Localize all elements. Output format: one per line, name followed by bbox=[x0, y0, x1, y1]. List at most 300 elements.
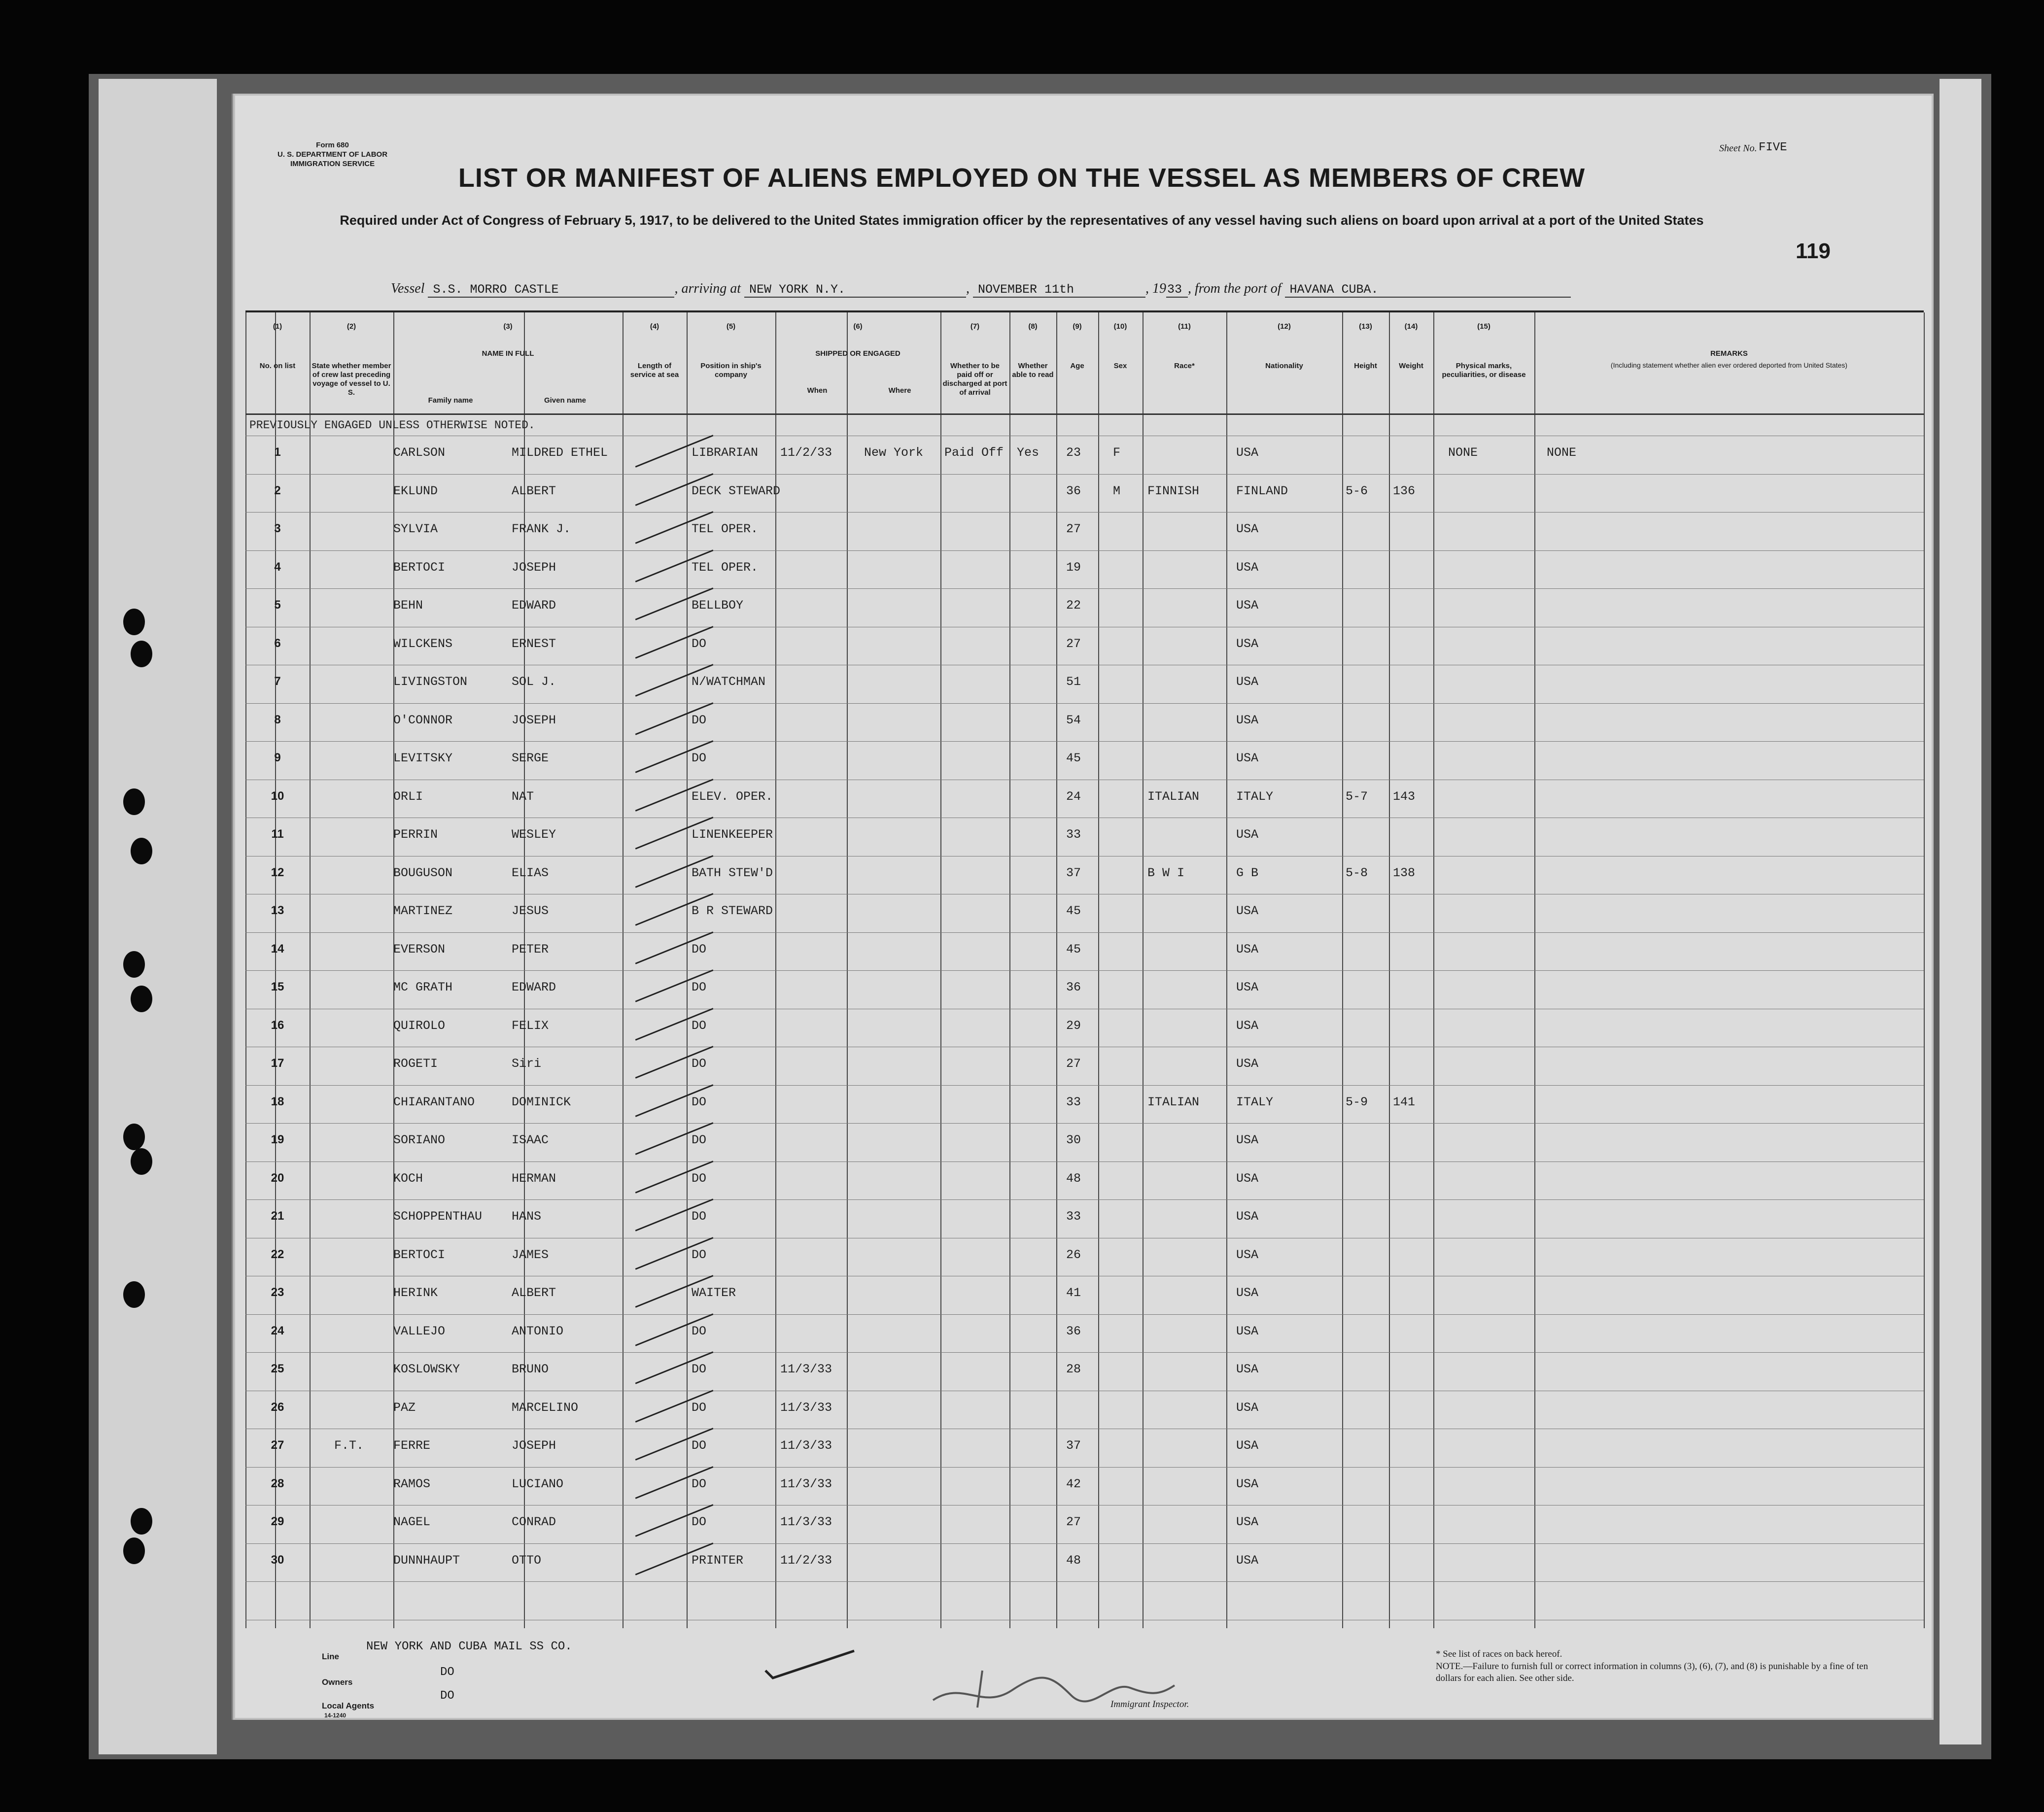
race: ITALIAN bbox=[1147, 1094, 1200, 1109]
able-to-read: Yes bbox=[1017, 445, 1039, 460]
remarks: NONE bbox=[1547, 445, 1577, 460]
departure-port: HAVANA CUBA. bbox=[1285, 282, 1571, 298]
nationality: USA bbox=[1236, 1515, 1259, 1529]
page-subtitle: Required under Act of Congress of February 5, 1917, to be delivered to the United States immigration officer by the representatives of any vessel having such aliens on board upon arrival at a port of the United States bbox=[340, 213, 1704, 228]
age: 54 bbox=[1066, 713, 1081, 727]
manifest-sheet bbox=[232, 94, 1934, 1720]
row-number: 27 bbox=[271, 1438, 284, 1452]
position: LINENKEEPER bbox=[692, 827, 773, 842]
row-number: 11 bbox=[271, 827, 284, 841]
column-number: (11) bbox=[1178, 322, 1191, 331]
given-name: JOSEPH bbox=[512, 560, 556, 575]
row-number: 9 bbox=[274, 751, 281, 764]
column-header-family-name: Family name bbox=[428, 396, 473, 405]
family-name: PAZ bbox=[393, 1400, 416, 1415]
column-header-shipped: SHIPPED OR ENGAGED bbox=[815, 349, 901, 358]
position: TEL OPER. bbox=[692, 522, 759, 536]
given-name: EDWARD bbox=[512, 598, 556, 613]
engaged-when: 11/2/33 bbox=[780, 1553, 832, 1568]
age: 45 bbox=[1066, 751, 1081, 765]
column-header-able-read: Whether able to read bbox=[1012, 362, 1054, 379]
check-mark bbox=[761, 1636, 859, 1680]
age: 51 bbox=[1066, 675, 1081, 689]
column-header-age: Age bbox=[1070, 362, 1084, 370]
position: TEL OPER. bbox=[692, 560, 759, 575]
row-rule bbox=[245, 741, 1924, 742]
given-name: ELIAS bbox=[512, 865, 549, 880]
races-note: * See list of races on back hereof. bbox=[1436, 1649, 1562, 1659]
family-name: WILCKENS bbox=[393, 636, 453, 651]
row-number: 30 bbox=[271, 1553, 284, 1567]
row-number: 7 bbox=[274, 675, 281, 688]
nationality: G B bbox=[1236, 865, 1259, 880]
position: DO bbox=[692, 1133, 707, 1147]
given-name: ANTONIO bbox=[512, 1324, 564, 1338]
row-rule bbox=[245, 474, 1924, 475]
nationality: USA bbox=[1236, 1247, 1259, 1262]
row-number: 22 bbox=[271, 1247, 284, 1261]
column-header-no-on-list: No. on list bbox=[259, 362, 296, 370]
position: ELEV. OPER. bbox=[692, 789, 773, 804]
agents-label: Local Agents bbox=[322, 1701, 375, 1710]
column-number: (7) bbox=[970, 322, 980, 331]
age: 27 bbox=[1066, 636, 1081, 651]
family-name: DUNNHAUPT bbox=[393, 1553, 460, 1568]
given-name: EDWARD bbox=[512, 980, 556, 994]
column-number: (14) bbox=[1404, 322, 1418, 331]
row-number: 3 bbox=[274, 522, 281, 535]
given-name: PETER bbox=[512, 942, 549, 957]
row-rule bbox=[245, 1581, 1924, 1582]
given-name: CONRAD bbox=[512, 1515, 556, 1529]
row-number: 15 bbox=[271, 980, 284, 993]
page-right-edge bbox=[1940, 79, 1981, 1744]
weight: 143 bbox=[1393, 789, 1416, 804]
family-name: RAMOS bbox=[393, 1476, 431, 1491]
row-rule bbox=[245, 932, 1924, 933]
column-header-race: Race* bbox=[1174, 362, 1195, 370]
given-name: JOSEPH bbox=[512, 713, 556, 727]
age: 30 bbox=[1066, 1133, 1081, 1147]
age: 45 bbox=[1066, 942, 1081, 957]
given-name: ERNEST bbox=[512, 636, 556, 651]
family-name: CHIARANTANO bbox=[393, 1094, 475, 1109]
nationality: USA bbox=[1236, 1476, 1259, 1491]
weight: 138 bbox=[1393, 865, 1416, 880]
given-name: MILDRED ETHEL bbox=[512, 445, 608, 460]
given-name: FRANK J. bbox=[512, 522, 571, 536]
paid-off: Paid Off bbox=[944, 445, 1004, 460]
position: DO bbox=[692, 1209, 707, 1224]
row-number: 24 bbox=[271, 1324, 284, 1337]
row-number: 26 bbox=[271, 1400, 284, 1414]
column-number: (2) bbox=[346, 322, 356, 331]
position: PRINTER bbox=[692, 1553, 744, 1568]
position: DO bbox=[692, 713, 707, 727]
family-name: ORLI bbox=[393, 789, 423, 804]
agents-value: DO bbox=[440, 1689, 454, 1703]
nationality: USA bbox=[1236, 1057, 1259, 1071]
family-name: LEVITSKY bbox=[393, 751, 453, 765]
position: DO bbox=[692, 1476, 707, 1491]
weight: 136 bbox=[1393, 483, 1416, 498]
year-prefix: 19 bbox=[1152, 281, 1166, 296]
age: 33 bbox=[1066, 1209, 1081, 1224]
column-number: (10) bbox=[1113, 322, 1127, 331]
nationality: USA bbox=[1236, 1171, 1259, 1186]
age: 19 bbox=[1066, 560, 1081, 575]
sheet-label: Sheet No. bbox=[1719, 143, 1757, 154]
column-header-paid-off: Whether to be paid off or discharged at port of arrival bbox=[942, 362, 1007, 397]
engaged-when: 11/3/33 bbox=[780, 1438, 832, 1453]
row-number: 5 bbox=[274, 598, 281, 612]
row-number: 12 bbox=[271, 865, 284, 879]
family-name: HERINK bbox=[393, 1286, 438, 1300]
nationality: USA bbox=[1236, 1362, 1259, 1376]
given-name: NAT bbox=[512, 789, 534, 804]
position: DO bbox=[692, 980, 707, 994]
row-number: 20 bbox=[271, 1171, 284, 1185]
row-rule bbox=[245, 1123, 1924, 1124]
nationality: USA bbox=[1236, 904, 1259, 918]
binder-hole bbox=[131, 1148, 152, 1175]
age: 41 bbox=[1066, 1286, 1081, 1300]
position: DO bbox=[692, 751, 707, 765]
arrival-date: NOVEMBER 11th bbox=[973, 282, 1145, 298]
binder-hole bbox=[131, 986, 152, 1012]
binder-hole bbox=[131, 641, 152, 667]
age: 23 bbox=[1066, 445, 1081, 460]
family-name: KOSLOWSKY bbox=[393, 1362, 460, 1376]
column-number: (1) bbox=[273, 322, 282, 331]
age: 48 bbox=[1066, 1171, 1081, 1186]
nationality: USA bbox=[1236, 980, 1259, 994]
height: 5-8 bbox=[1346, 865, 1368, 880]
nationality: USA bbox=[1236, 1324, 1259, 1338]
age: 26 bbox=[1066, 1247, 1081, 1262]
sheet-number: FIVE bbox=[1759, 141, 1787, 154]
row-rule bbox=[245, 1199, 1924, 1200]
column-header-height: Height bbox=[1354, 362, 1377, 370]
nationality: USA bbox=[1236, 1400, 1259, 1415]
position: DO bbox=[692, 1324, 707, 1338]
line-value: NEW YORK AND CUBA MAIL SS CO. bbox=[366, 1640, 572, 1653]
sex: M bbox=[1113, 483, 1121, 498]
position: DO bbox=[692, 1094, 707, 1109]
position: N/WATCHMAN bbox=[692, 675, 766, 689]
row-number: 25 bbox=[271, 1362, 284, 1375]
column-header-weight: Weight bbox=[1399, 362, 1423, 370]
family-name: LIVINGSTON bbox=[393, 675, 468, 689]
height: 5-9 bbox=[1346, 1094, 1368, 1109]
family-name: MC GRATH bbox=[393, 980, 453, 994]
family-name: CARLSON bbox=[393, 445, 446, 460]
age: 48 bbox=[1066, 1553, 1081, 1568]
given-name: HANS bbox=[512, 1209, 542, 1224]
row-number: 4 bbox=[274, 560, 281, 574]
inspector-label: Immigrant Inspector. bbox=[1110, 1699, 1189, 1709]
given-name: DOMINICK bbox=[512, 1094, 571, 1109]
column-header-name-in-full: NAME IN FULL bbox=[482, 349, 534, 358]
position: DO bbox=[692, 1171, 707, 1186]
arrival-port: NEW YORK N.Y. bbox=[744, 282, 966, 298]
nationality: USA bbox=[1236, 1018, 1259, 1033]
row-number: 29 bbox=[271, 1515, 284, 1528]
nationality: USA bbox=[1236, 1209, 1259, 1224]
given-name: Siri bbox=[512, 1057, 542, 1071]
row-rule bbox=[245, 550, 1924, 551]
nationality: FINLAND bbox=[1236, 483, 1288, 498]
vessel-name: S.S. MORRO CASTLE bbox=[428, 282, 674, 298]
row-number: 17 bbox=[271, 1057, 284, 1070]
row-rule bbox=[245, 1314, 1924, 1315]
column-header-where: Where bbox=[888, 386, 911, 395]
arrival-year: 33 bbox=[1166, 282, 1188, 298]
from-port-label: from the port of bbox=[1195, 281, 1282, 296]
position: BELLBOY bbox=[692, 598, 744, 613]
age: 36 bbox=[1066, 483, 1081, 498]
family-name: BOUGUSON bbox=[393, 865, 453, 880]
row-number: 16 bbox=[271, 1018, 284, 1032]
column-number: (15) bbox=[1477, 322, 1490, 331]
binder-hole bbox=[123, 1538, 145, 1564]
row-number: 14 bbox=[271, 942, 284, 956]
vessel-line: Vessel S.S. MORRO CASTLE , arriving at NEW YORK N.Y. , NOVEMBER 11th , 1933 , from the port of HAVANA CUBA. bbox=[391, 281, 1845, 298]
row-rule bbox=[245, 512, 1924, 513]
position: DO bbox=[692, 1362, 707, 1376]
owners-label: Owners bbox=[322, 1677, 353, 1687]
column-number: (3) bbox=[503, 322, 513, 331]
family-name: MARTINEZ bbox=[393, 904, 453, 918]
vessel-label: Vessel bbox=[391, 281, 425, 296]
column-header-when: When bbox=[807, 386, 828, 395]
nationality: USA bbox=[1236, 598, 1259, 613]
column-number: (13) bbox=[1359, 322, 1372, 331]
age: 37 bbox=[1066, 1438, 1081, 1453]
row-rule bbox=[245, 1467, 1924, 1468]
binder-hole bbox=[131, 838, 152, 864]
position: DO bbox=[692, 942, 707, 957]
given-name: SERGE bbox=[512, 751, 549, 765]
race: FINNISH bbox=[1147, 483, 1200, 498]
row-rule bbox=[245, 588, 1924, 589]
nationality: USA bbox=[1236, 636, 1259, 651]
family-name: SYLVIA bbox=[393, 522, 438, 536]
column-header-remarks: REMARKS bbox=[1710, 349, 1748, 358]
nationality: USA bbox=[1236, 675, 1259, 689]
position: B R STEWARD bbox=[692, 904, 773, 918]
height: 5-7 bbox=[1346, 789, 1368, 804]
position: BATH STEW'D bbox=[692, 865, 773, 880]
crew-status: F.T. bbox=[334, 1438, 364, 1453]
row-number: 6 bbox=[274, 636, 281, 650]
row-rule bbox=[245, 1085, 1924, 1086]
family-name: BEHN bbox=[393, 598, 423, 613]
family-name: SCHOPPENTHAU bbox=[393, 1209, 483, 1224]
previously-engaged-note: PREVIOUSLY ENGAGED UNLESS OTHERWISE NOTED. bbox=[249, 419, 535, 432]
family-name: BERTOCI bbox=[393, 560, 446, 575]
row-number: 18 bbox=[271, 1094, 284, 1108]
age: 27 bbox=[1066, 522, 1081, 536]
age: 36 bbox=[1066, 1324, 1081, 1338]
age: 22 bbox=[1066, 598, 1081, 613]
given-name: LUCIANO bbox=[512, 1476, 564, 1491]
age: 27 bbox=[1066, 1057, 1081, 1071]
nationality: USA bbox=[1236, 1286, 1259, 1300]
given-name: BRUNO bbox=[512, 1362, 549, 1376]
family-name: O'CONNOR bbox=[393, 713, 453, 727]
age: 24 bbox=[1066, 789, 1081, 804]
column-header-state-whether: State whether member of crew last preceding voyage of vessel to U. S. bbox=[312, 362, 391, 397]
footer bbox=[233, 1631, 1919, 1720]
age: 27 bbox=[1066, 1515, 1081, 1529]
binder-hole bbox=[123, 788, 145, 815]
given-name: ISAAC bbox=[512, 1133, 549, 1147]
engaged-when: 11/3/33 bbox=[780, 1400, 832, 1415]
age: 45 bbox=[1066, 904, 1081, 918]
nationality: ITALY bbox=[1236, 1094, 1274, 1109]
owners-value: DO bbox=[440, 1666, 454, 1679]
form-number: Form 680 bbox=[316, 141, 349, 149]
age: 33 bbox=[1066, 1094, 1081, 1109]
family-name: EKLUND bbox=[393, 483, 438, 498]
binder-hole bbox=[123, 1124, 145, 1150]
column-header-position: Position in ship's company bbox=[700, 362, 762, 379]
column-number: (4) bbox=[650, 322, 659, 331]
binder-hole bbox=[123, 609, 145, 635]
physical-marks: NONE bbox=[1448, 445, 1478, 460]
row-number: 10 bbox=[271, 789, 284, 803]
engaged-when: 11/3/33 bbox=[780, 1515, 832, 1529]
department-name: U. S. DEPARTMENT OF LABOR bbox=[277, 150, 388, 159]
row-number: 8 bbox=[274, 713, 281, 726]
family-name: BERTOCI bbox=[393, 1247, 446, 1262]
column-number: (9) bbox=[1073, 322, 1082, 331]
column-rule bbox=[1924, 312, 1925, 1628]
row-rule bbox=[245, 703, 1924, 704]
form-code: 14-1240 bbox=[324, 1712, 346, 1719]
given-name: JAMES bbox=[512, 1247, 549, 1262]
row-number: 23 bbox=[271, 1286, 284, 1299]
family-name: NAGEL bbox=[393, 1515, 431, 1529]
column-number: (5) bbox=[726, 322, 736, 331]
row-rule bbox=[245, 1543, 1924, 1544]
service-name: IMMIGRATION SERVICE bbox=[290, 160, 375, 168]
given-name: SOL J. bbox=[512, 675, 556, 689]
column-header-physical: Physical marks, peculiarities, or disease bbox=[1442, 362, 1526, 379]
given-name: JESUS bbox=[512, 904, 549, 918]
row-number: 1 bbox=[274, 445, 281, 459]
nationality: USA bbox=[1236, 1553, 1259, 1568]
nationality: USA bbox=[1236, 560, 1259, 575]
row-number: 21 bbox=[271, 1209, 284, 1223]
position: DO bbox=[692, 1247, 707, 1262]
position: DO bbox=[692, 1400, 707, 1415]
column-header-given-name: Given name bbox=[544, 396, 587, 405]
weight: 141 bbox=[1393, 1094, 1416, 1109]
row-number: 13 bbox=[271, 904, 284, 917]
row-number: 2 bbox=[274, 483, 281, 497]
age: 28 bbox=[1066, 1362, 1081, 1376]
binder-hole bbox=[131, 1508, 152, 1535]
height: 5-6 bbox=[1346, 483, 1368, 498]
crew-table bbox=[245, 310, 1924, 1628]
race: ITALIAN bbox=[1147, 789, 1200, 804]
column-number: (6) bbox=[853, 322, 863, 331]
penalty-note: NOTE.—Failure to furnish full or correct information in columns (3), (6), (7), and (8) is punishable by a fine of ten dollars for each alien. See other side. bbox=[1436, 1661, 1868, 1683]
position: DECK STEWARD bbox=[692, 483, 781, 498]
binder-hole bbox=[123, 1281, 145, 1308]
family-name: PERRIN bbox=[393, 827, 438, 842]
column-header-length-service: Length of service at sea bbox=[630, 362, 679, 379]
given-name: JOSEPH bbox=[512, 1438, 556, 1453]
engaged-when: 11/2/33 bbox=[780, 445, 832, 460]
age: 42 bbox=[1066, 1476, 1081, 1491]
column-header-sex: Sex bbox=[1113, 362, 1127, 370]
given-name: ALBERT bbox=[512, 1286, 556, 1300]
given-name: HERMAN bbox=[512, 1171, 556, 1186]
row-rule bbox=[245, 970, 1924, 971]
row-number: 19 bbox=[271, 1133, 284, 1146]
nationality: ITALY bbox=[1236, 789, 1274, 804]
line-label: Line bbox=[322, 1652, 339, 1661]
nationality: USA bbox=[1236, 445, 1259, 460]
nationality: USA bbox=[1236, 522, 1259, 536]
binder-hole bbox=[123, 951, 145, 978]
family-name: VALLEJO bbox=[393, 1324, 446, 1338]
page-number: 119 bbox=[1796, 239, 1831, 263]
engaged-when: 11/3/33 bbox=[780, 1362, 832, 1376]
column-header-nationality: Nationality bbox=[1265, 362, 1303, 370]
given-name: OTTO bbox=[512, 1553, 542, 1568]
page-title: LIST OR MANIFEST OF ALIENS EMPLOYED ON THE VESSEL AS MEMBERS OF CREW bbox=[458, 163, 1586, 193]
family-name: SORIANO bbox=[393, 1133, 446, 1147]
position: DO bbox=[692, 636, 707, 651]
position: DO bbox=[692, 1438, 707, 1453]
age: 37 bbox=[1066, 865, 1081, 880]
given-name: WESLEY bbox=[512, 827, 556, 842]
position: WAITER bbox=[692, 1286, 736, 1300]
nationality: USA bbox=[1236, 1133, 1259, 1147]
family-name: ROGETI bbox=[393, 1057, 438, 1071]
nationality: USA bbox=[1236, 942, 1259, 957]
age: 33 bbox=[1066, 827, 1081, 842]
family-name: KOCH bbox=[393, 1171, 423, 1186]
position: LIBRARIAN bbox=[692, 445, 759, 460]
engaged-where: New York bbox=[864, 445, 924, 460]
binding-strip bbox=[99, 79, 217, 1754]
family-name: FERRE bbox=[393, 1438, 431, 1453]
family-name: EVERSON bbox=[393, 942, 446, 957]
sex: F bbox=[1113, 445, 1121, 460]
position: DO bbox=[692, 1057, 707, 1071]
given-name: MARCELINO bbox=[512, 1400, 579, 1415]
age: 29 bbox=[1066, 1018, 1081, 1033]
position: DO bbox=[692, 1515, 707, 1529]
position: DO bbox=[692, 1018, 707, 1033]
nationality: USA bbox=[1236, 751, 1259, 765]
column-number: (8) bbox=[1028, 322, 1038, 331]
nationality: USA bbox=[1236, 827, 1259, 842]
given-name: ALBERT bbox=[512, 483, 556, 498]
age: 36 bbox=[1066, 980, 1081, 994]
header-rule bbox=[245, 413, 1924, 415]
engaged-when: 11/3/33 bbox=[780, 1476, 832, 1491]
column-number: (12) bbox=[1278, 322, 1291, 331]
row-rule bbox=[245, 1352, 1924, 1353]
nationality: USA bbox=[1236, 713, 1259, 727]
column-header-remarks-note: (Including statement whether alien ever ordered deported from United States) bbox=[1610, 361, 1848, 369]
